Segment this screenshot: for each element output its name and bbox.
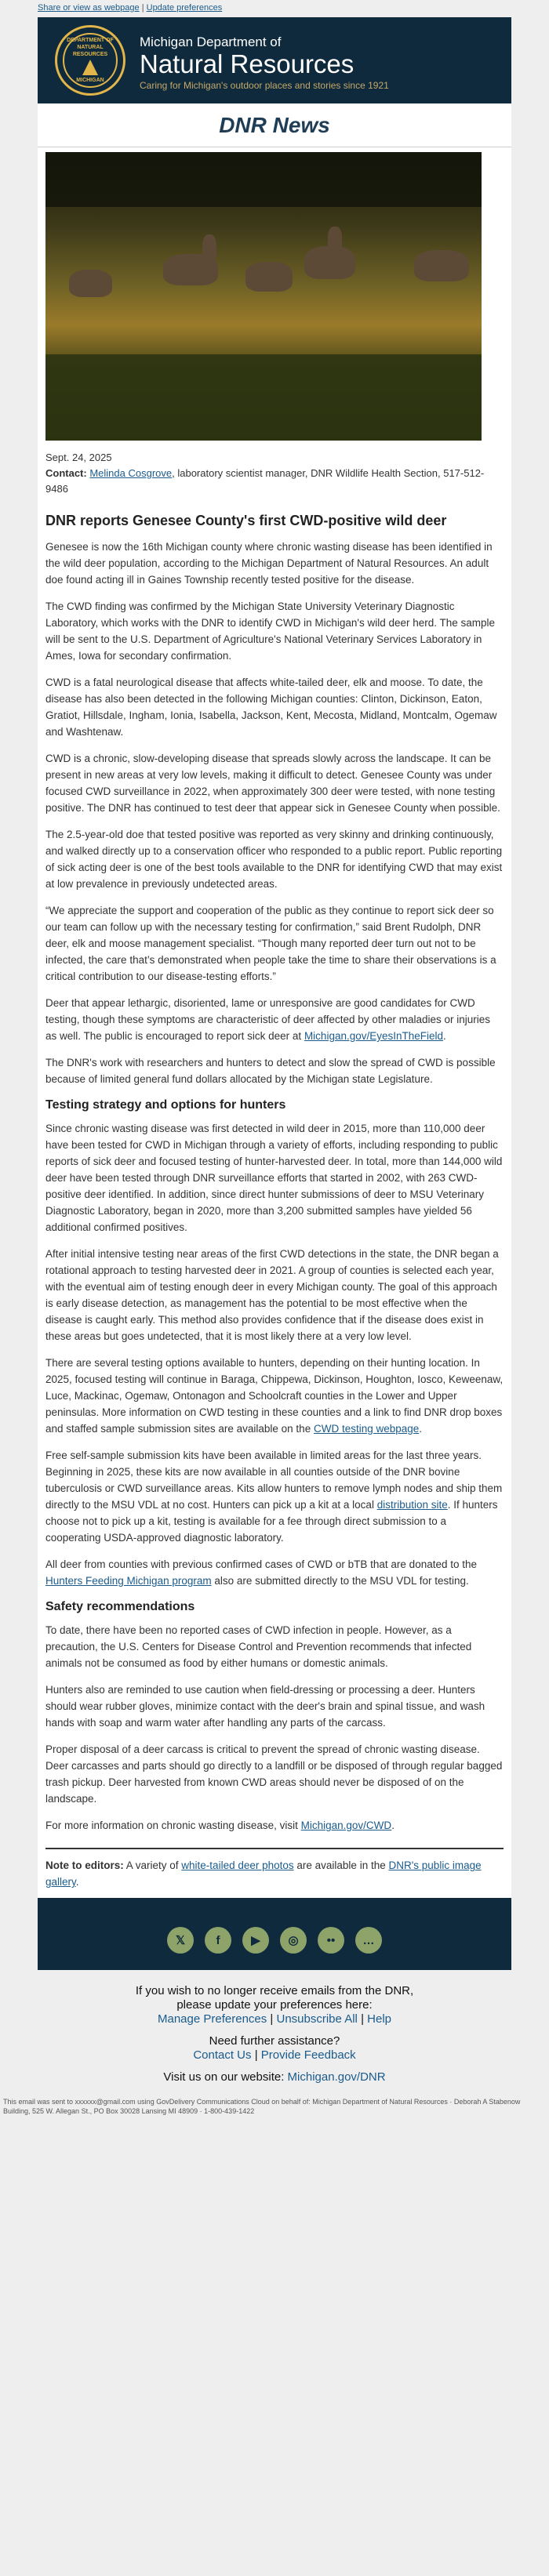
contact-details: , laboratory scientist manager, DNR Wildlife Health Section, 517-512-9486: [45, 467, 485, 495]
divider: [38, 1898, 511, 1910]
paragraph-10: After initial intensive testing near areas of the first CWD detections in the state, the DNR began a rotational approach to testing harvested deer in 2021. A group of counties is selected each year, with the eventual aim of testing enough deer in every Michigan county. The goal of this approach is early disease detection, as management has the potential to be most effective when the disease is caught early. This method also provides confidence that if the disease does exist in these areas but goes undetected, that it is most likely there at a very low level.: [45, 1248, 499, 1342]
x-icon[interactable]: 𝕏: [167, 1927, 194, 1954]
distribution-site-link[interactable]: distribution site: [376, 1499, 448, 1511]
flickr-icon[interactable]: ••: [318, 1927, 344, 1954]
cwd-testing-link[interactable]: CWD testing webpage: [313, 1423, 420, 1435]
legal-text: This email was sent to xxxxxx@gmail.com using GovDelivery Communications Cloud on behalf of: Michigan Department of Natural Resources · Deborah A Stabenow Building, 525 W. Allegan St., PO Box 30028 Lansing MI 48909 · 1-800-439-1422: [3, 2098, 521, 2115]
article-headline: DNR reports Genesee County's first CWD-positive wild deer: [45, 513, 447, 528]
safety-heading: Safety recommendations: [45, 1600, 195, 1613]
paragraph-13: All deer from counties with previous confirmed cases of CWD or bTB that are donated to the Hunters Feeding Michigan program also are submitted directly to the MSU VDL for testing.: [45, 1558, 478, 1587]
paragraph-14: To date, there have been no reported cases of CWD infection in people. However, as a precaution, the U.S. Centers for Disease Control and Prevention recommends that infected animals not be consumed as food by either humans or domestic animals.: [45, 1624, 472, 1669]
paragraph-1: Genesee is now the 16th Michigan county where chronic wasting disease has been identified in the wild deer population, according to the Michigan Department of Natural Resources. An adult doe found acting ill in Gaines Township recently tested positive for the disease.: [45, 541, 493, 586]
paragraph-8: The DNR's work with researchers and hunters to detect and slow the spread of CWD is possible because of limited general fund dollars allocated by the Michigan state Legislature.: [45, 1057, 496, 1085]
visit-website: Visit us on our website: Michigan.gov/DNR: [163, 2070, 386, 2084]
dnr-website-link[interactable]: Michigan.gov/DNR: [287, 2070, 386, 2084]
deer-photos-link[interactable]: white-tailed deer photos: [181, 1859, 294, 1871]
unsubscribe-link[interactable]: Unsubscribe All: [276, 2012, 358, 2026]
article-content: [38, 147, 511, 1898]
eyes-in-the-field-link[interactable]: Michigan.gov/EyesInTheField: [304, 1030, 444, 1042]
paragraph-11: There are several testing options available to hunters, depending on their hunting location. In 2025, focused testing will continue in Baraga, Chippewa, Dickinson, Houghton, Iosco, Keweenaw, Luce, Mackinac, Ogemaw, Ontonagon and Schoolcraft counties in the Lower and Upper peninsulas. More information on CWD testing in these counties and a link to find DNR drop boxes and staffed sample submission sites are available on the CWD testing webpage.: [45, 1357, 504, 1435]
paragraph-9: Since chronic wasting disease was first detected in wild deer in 2015, more than 110,000 deer have been tested for CWD in Michigan through a variety of efforts, including responding to public reports of sick deer and focused testing of hunter-harvested deer. In total, more than 144,000 wild deer have been tested through DNR surveillance efforts that started in 2002, with 263 CWD-positive deer identified. In addition, since direct hunter submissions of deer to MSU Veterinary Diagnostic Laboratory, began in 2020, more than 3,200 submitted samples have yielded 56 additional confirmed positives.: [45, 1123, 503, 1233]
paragraph-4: CWD is a chronic, slow-developing disease that spreads slowly across the landscape. It can be present in new areas at very low levels, making it difficult to detect. Genesee County was under focused CWD surveillance in 2022, when approximately 300 deer were tested, with none testing positive. The DNR has continued to test deer that appear sick in Genesee County when possible.: [45, 753, 500, 814]
youtube-icon[interactable]: ▶: [242, 1927, 269, 1954]
header-line2: Natural Resources: [140, 49, 354, 78]
contact-line: [45, 466, 504, 497]
deer-photo: [45, 152, 482, 441]
footer-line1: If you wish to no longer receive emails from the DNR,: [135, 1984, 414, 1997]
header-line1: Michigan Department of: [140, 34, 282, 49]
help-link[interactable]: Help: [367, 2012, 391, 2026]
top-links: [0, 0, 549, 17]
michigan-cwd-link[interactable]: Michigan.gov/CWD: [300, 1820, 392, 1831]
contact-name-link[interactable]: Melinda Cosgrove: [89, 467, 173, 479]
footer-line2: please update your preferences here:: [176, 1998, 373, 2012]
dnr-seal-logo: [55, 25, 125, 96]
note-to-editors: Note to editors: A variety of white-tailed deer photos are available in the DNR's public image gallery.: [45, 1848, 504, 1890]
paragraph-16: Proper disposal of a deer carcass is critical to prevent the spread of chronic wasting disease. Deer carcasses and parts should go directly to a landfill or be disposed of through regular bagged trash pickup. Deer harvested from known CWD areas should never be disposed of on the landscape.: [45, 1743, 503, 1805]
footer: If you wish to no longer receive emails from the DNR, please update your preferences here: Manage Preferences | Unsubscribe All | Help Need further assistance? Contact Us | Provide Feedback Visit us on our website: Michigan.gov/DNR: [0, 1970, 549, 2092]
paragraph-5: The 2.5-year-old doe that tested positive was reported as very skinny and drinking continuously, and walked directly up to a conservation officer who responded to a public report. Public reporting of sick acting deer is one of the best tools available to the DNR for identifying CWD that may exist at low prevalence in previously undetected areas.: [45, 829, 503, 890]
share-link[interactable]: Share or view as webpage: [38, 3, 140, 13]
header-tagline: Caring for Michigan's outdoor places and stories since 1921: [140, 80, 389, 91]
paragraph-12: Free self-sample submission kits have been available in limited areas for the last three years. Beginning in 2025, these kits are now available in all counties outside of the DNR bovine tuberculosis or CWD surveillance areas. Kits allow hunters to remove lymph nodes and ship them directly to the MSU VDL at no cost. Hunters can pick up a kit at a local distribution site. If hunters choose not to pick up a kit, testing is available for a fee through direct submission to a cooperating USDA-approved diagnostic laboratory.: [45, 1449, 503, 1544]
paragraph-3: CWD is a fatal neurological disease that affects white-tailed deer, elk and moose. To date, the disease has also been detected in the following Michigan counties: Clinton, Dickinson, Eaton, Gratiot, Hillsdale, Ingham, Ionia, Isabella, Jackson, Kent, Mecosta, Midland, Montcalm, Ogemaw and Washtenaw.: [45, 677, 497, 738]
contact-label: Contact:: [45, 467, 87, 479]
dnr-header: [38, 17, 511, 103]
article-date: Sept. 24, 2025: [45, 452, 112, 463]
top-separator: |: [141, 3, 144, 13]
need-assistance: Need further assistance?: [209, 2034, 340, 2048]
dnr-news-banner: DNR News: [38, 103, 511, 147]
image-gallery-link[interactable]: DNR's public image gallery: [45, 1859, 482, 1888]
paragraph-15: Hunters also are reminded to use caution when field-dressing or processing a deer. Hunters should wear rubber gloves, minimize contact with the deer's brain and spinal tissue, and wash hands with soap and warm water after handling any parts of the carcass.: [45, 1684, 485, 1729]
testing-heading: Testing strategy and options for hunters: [45, 1098, 286, 1112]
note-label: Note to editors:: [45, 1859, 124, 1871]
chat-icon[interactable]: …: [355, 1927, 382, 1954]
hunters-feeding-michigan-link[interactable]: Hunters Feeding Michigan program: [45, 1575, 212, 1587]
facebook-icon[interactable]: f: [205, 1927, 231, 1954]
provide-feedback-link[interactable]: Provide Feedback: [260, 2048, 356, 2062]
paragraph-2: The CWD finding was confirmed by the Michigan State University Veterinary Diagnostic Laboratory, which works with the DNR to identify CWD in Michigan's wild deer herd. The sample will be sent to the U.S. Department of Agriculture's National Veterinary Services Laboratory in Ames, Iowa for secondary confirmation.: [45, 600, 496, 662]
instagram-icon[interactable]: ◎: [280, 1927, 307, 1954]
seal-top-text: DEPARTMENT OF NATURAL RESOURCES: [67, 38, 114, 57]
paragraph-6-quote: “We appreciate the support and cooperation of the public as they continue to report sick deer so our team can follow up with the necessary testing for confirmation,” said Brent Rudolph, DNR deer, elk and moose management specialist. “Though many reported deer turn out not to be infected, the care that’s demonstrated when people take the time to share their observations is a critical contribution to our disease-testing efforts.”: [45, 905, 496, 982]
contact-us-link[interactable]: Contact Us: [193, 2048, 252, 2062]
paragraph-17: For more information on chronic wasting disease, visit Michigan.gov/CWD.: [45, 1820, 394, 1831]
tree-icon: [82, 60, 98, 75]
paragraph-7: Deer that appear lethargic, disoriented, lame or unresponsive are good candidates for CWD testing, though these symptoms are characteristic of deer affected by other maladies or injuries as well. The public is encouraged to report sick deer at Michigan.gov/EyesInTheField.: [45, 997, 491, 1042]
manage-preferences-link[interactable]: Manage Preferences: [158, 2012, 267, 2026]
seal-bottom-text: MICHIGAN: [76, 78, 104, 83]
social-bar: [38, 1910, 511, 1970]
update-preferences-link[interactable]: Update preferences: [146, 3, 223, 13]
